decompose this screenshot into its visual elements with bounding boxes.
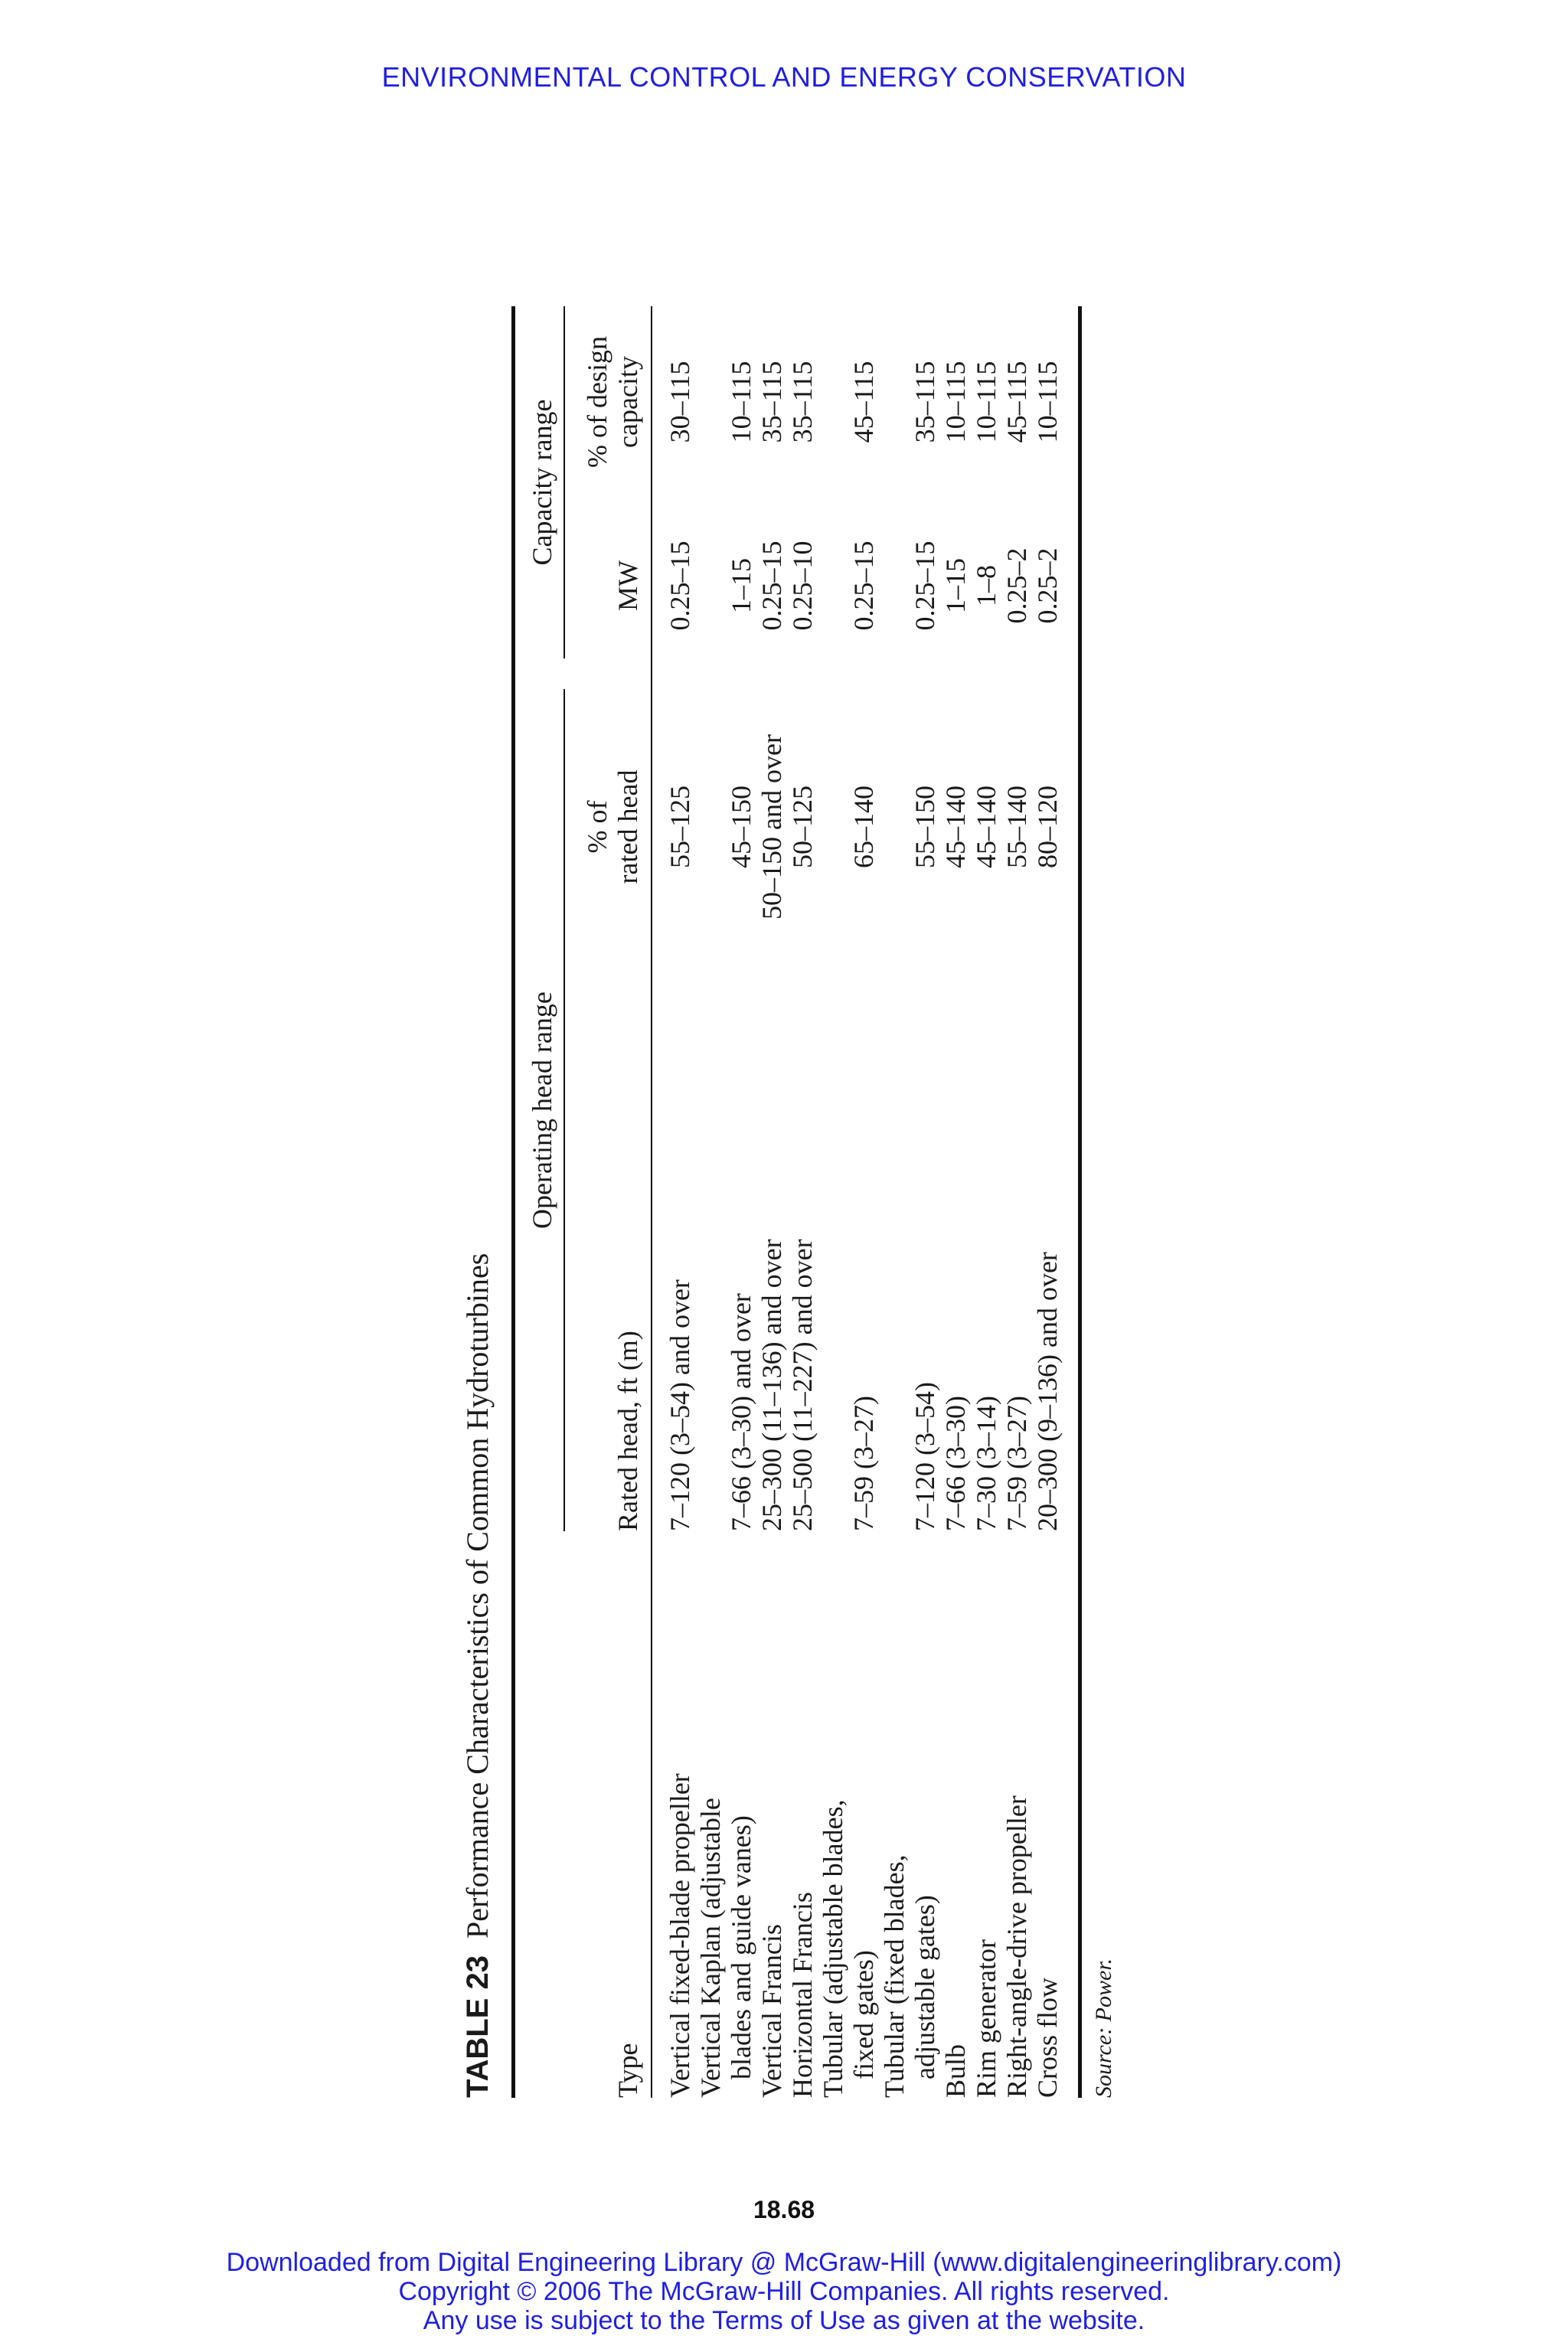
table-title: Performance Characteristics of Common Hydroturbines	[460, 1253, 495, 1939]
table-row-11-type: Right-angle-drive propeller	[1001, 1795, 1032, 2098]
table-row-3-mw: 0.25–15	[756, 541, 787, 631]
table-row-8-pct-design-capacity: 35–115	[910, 361, 940, 443]
download-footer	[0, 2248, 1568, 2335]
footer-line-2: Copyright © 2006 The McGraw-Hill Companies. All rights reserved.	[398, 2277, 1170, 2306]
table-row-2-mw: 1–15	[726, 558, 756, 613]
table-row-0-rated-head: 7–120 (3–54) and over	[665, 1279, 695, 1531]
column-header-pct-rated-head-line1: % of	[582, 800, 612, 854]
column-header-pct-design-capacity-line1: % of design	[582, 336, 612, 468]
table-row-9-pct-design-capacity: 10–115	[940, 361, 971, 443]
table-row-9-pct-rated-head: 45–140	[940, 786, 971, 868]
footer-line-3: Any use is subject to the Terms of Use as given at the website.	[423, 2306, 1145, 2335]
group-header-operating-head: Operating head range	[527, 991, 557, 1229]
table-row-3-pct-rated-head: 50–150 and over	[756, 734, 787, 920]
column-header-pct-rated-head-line2: rated head	[612, 769, 643, 884]
table-row-8-pct-rated-head: 55–150	[910, 786, 940, 868]
table-caption	[459, 1253, 496, 2098]
table-row-11-mw: 0.25–2	[1001, 547, 1032, 624]
group-rule-capacity	[564, 306, 565, 658]
running-head: ENVIRONMENTAL CONTROL AND ENERGY CONSERVATION	[381, 61, 1187, 93]
table-row-10-type: Rim generator	[971, 1939, 1001, 2098]
table-row-0-type: Vertical fixed-blade propeller	[665, 1773, 695, 2098]
table-row-5-type: Tubular (adjustable blades,	[818, 1799, 848, 2098]
group-header-capacity: Capacity range	[527, 399, 557, 566]
column-header-pct-design-capacity-line2: capacity	[612, 356, 643, 448]
header-rule	[651, 306, 652, 2098]
table-row-4-rated-head: 25–500 (11–227) and over	[787, 1239, 818, 1531]
table-row-2-pct-rated-head: 45–150	[726, 786, 756, 868]
column-header-rated-head: Rated head, ft (m)	[612, 1331, 643, 1531]
table-row-0-mw: 0.25–15	[665, 541, 695, 631]
rotated-table	[459, 214, 1148, 2098]
table-row-12-pct-rated-head: 80–120	[1032, 786, 1063, 868]
table-row-7-type: Tubular (fixed blades,	[879, 1854, 910, 2098]
table-row-4-mw: 0.25–10	[787, 541, 818, 631]
table-row-1-type: Vertical Kaplan (adjustable	[695, 1798, 726, 2098]
table-row-0-pct-design-capacity: 30–115	[665, 361, 695, 443]
page-number: 18.68	[753, 2196, 815, 2223]
table-source-note: Source: Power.	[1091, 1958, 1116, 2098]
table-row-10-pct-rated-head: 45–140	[971, 786, 1001, 868]
table-row-4-type: Horizontal Francis	[787, 1892, 818, 2098]
table-row-12-mw: 0.25–2	[1032, 547, 1063, 624]
table-row-12-pct-design-capacity: 10–115	[1032, 361, 1063, 443]
column-header-type: Type	[612, 2043, 643, 2098]
table-row-12-type: Cross flow	[1032, 1977, 1063, 2098]
table-row-6-pct-rated-head: 65–140	[848, 786, 879, 868]
table-row-4-pct-rated-head: 50–125	[787, 786, 818, 868]
table-row-10-mw: 1–8	[971, 565, 1001, 606]
table-row-8-type: adjustable gates)	[910, 1895, 940, 2079]
column-header-mw: MW	[612, 560, 643, 611]
table-row-0-pct-rated-head: 55–125	[665, 786, 695, 868]
table-row-9-rated-head: 7–66 (3–30)	[940, 1396, 971, 1531]
table-row-6-pct-design-capacity: 45–115	[848, 361, 879, 443]
table-row-9-mw: 1–15	[940, 558, 971, 613]
table-row-3-type: Vertical Francis	[756, 1924, 787, 2098]
table-row-11-rated-head: 7–59 (3–27)	[1001, 1396, 1032, 1531]
group-rule-operating-head	[564, 689, 565, 1531]
table-row-12-rated-head: 20–300 (9–136) and over	[1032, 1252, 1063, 1531]
table-row-3-rated-head: 25–300 (11–136) and over	[756, 1239, 787, 1531]
table-row-6-rated-head: 7–59 (3–27)	[848, 1396, 879, 1531]
table-row-10-rated-head: 7–30 (3–14)	[971, 1396, 1001, 1531]
table-row-2-pct-design-capacity: 10–115	[726, 361, 756, 443]
top-rule	[511, 306, 515, 2098]
table-row-2-rated-head: 7–66 (3–30) and over	[726, 1293, 756, 1531]
table-row-11-pct-rated-head: 55–140	[1001, 786, 1032, 868]
footer-line-1[interactable]: Downloaded from Digital Engineering Library @ McGraw-Hill (www.digitalengineeringlibrary.com)	[226, 2248, 1342, 2277]
table-row-11-pct-design-capacity: 45–115	[1001, 361, 1032, 443]
table-row-3-pct-design-capacity: 35–115	[756, 361, 787, 443]
table-label: TABLE 23	[461, 1955, 495, 2098]
bottom-rule	[1078, 306, 1082, 2098]
table-container	[459, 214, 1148, 2098]
table-row-2-type: blades and guide vanes)	[726, 1815, 756, 2079]
table-row-10-pct-design-capacity: 10–115	[971, 361, 1001, 443]
table-row-8-rated-head: 7–120 (3–54)	[910, 1382, 940, 1531]
table-row-8-mw: 0.25–15	[910, 541, 940, 631]
table-row-9-type: Bulb	[940, 2043, 971, 2098]
table-row-6-type: fixed gates)	[848, 1950, 879, 2079]
table-row-6-mw: 0.25–15	[848, 541, 879, 631]
table-row-4-pct-design-capacity: 35–115	[787, 361, 818, 443]
